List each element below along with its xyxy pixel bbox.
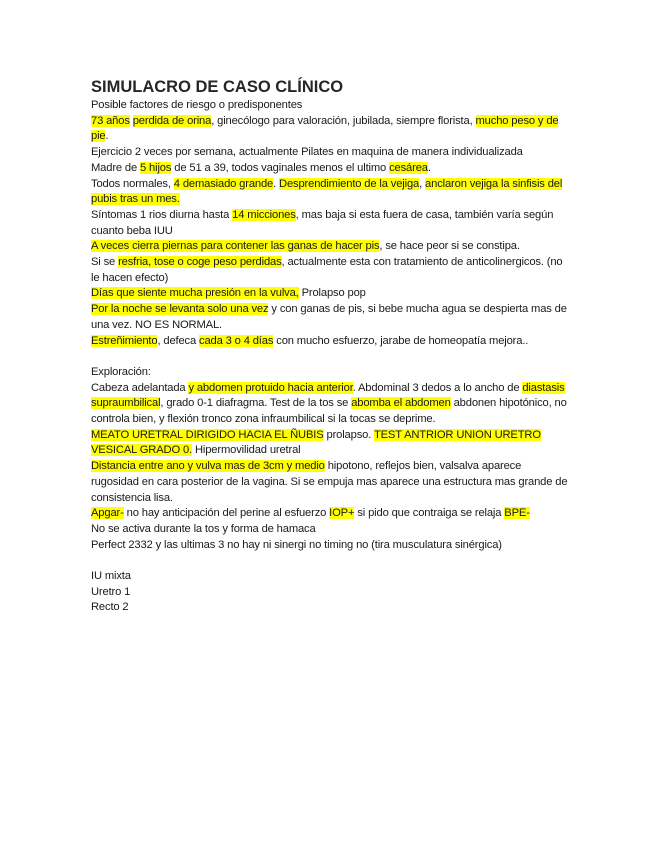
highlighted-text: perdida de orina <box>132 114 212 127</box>
highlighted-text: TEST ANTRIOR UNION URETRO VESICAL GRADO 0. <box>91 428 541 457</box>
highlighted-text: Distancia entre ano y vulva mas de 3cm y medio <box>91 460 325 473</box>
paragraph <box>91 255 571 286</box>
text-segment: Recto 2 <box>91 601 129 614</box>
text-segment: Si se <box>91 256 119 269</box>
text-segment: Uretro 1 <box>91 585 131 598</box>
document-title: SIMULACRO DE CASO CLÍNICO <box>91 78 344 96</box>
highlighted-text: 5 hijos <box>140 161 172 174</box>
paragraph <box>91 569 571 585</box>
text-segment: Perfect 2332 y las ultimas 3 no hay ni sinergi no timing no (tira musculatura sinérgica) <box>91 538 502 551</box>
text-segment: de 51 a 39, todos vaginales menos el ultimo <box>171 161 390 174</box>
blank-line <box>91 553 571 569</box>
paragraph <box>91 538 571 554</box>
text-segment: , ginecólogo para valoración, jubilada, siempre florista, <box>211 114 476 127</box>
text-segment: no hay anticipación del perine al esfuerzo <box>123 507 330 520</box>
text-segment: si pido que contraiga se relaja <box>354 507 505 520</box>
text-segment: hipotono, reflejos bien, valsalva aparece rugosidad en cara posterior de la vagina. Si se empuja mas aparece una estructura mas grande de consistencia lisa. <box>91 460 568 504</box>
text-segment: Síntomas 1 rios diurna hasta <box>91 208 233 221</box>
paragraph <box>91 98 571 114</box>
text-segment: Prolapso pop <box>298 287 366 300</box>
text-segment: y con ganas de pis, si bebe mucha agua se despierta mas de una vez. NO ES NORMAL. <box>91 303 567 331</box>
paragraph <box>91 239 571 255</box>
highlighted-text: Días que siente mucha presión en la vulva, <box>91 287 299 300</box>
text-segment: con mucho esfuerzo, jarabe de homeopatía mejora.. <box>273 334 529 347</box>
paragraph <box>91 459 571 506</box>
text-segment: IU mixta <box>91 570 131 583</box>
text-segment: , grado 0-1 diafragma. Test de la tos se <box>160 397 352 410</box>
highlighted-text: 73 años <box>91 114 130 127</box>
paragraph <box>91 145 571 161</box>
text-segment: prolapso. <box>323 428 374 441</box>
paragraph <box>91 161 571 177</box>
text-segment: Ejercicio 2 veces por semana, actualmente Pilates en maquina de manera individualizada <box>91 146 523 159</box>
paragraph <box>91 114 571 145</box>
highlighted-text: resfria, tose o coge peso perdidas <box>118 256 282 269</box>
paragraph <box>91 506 571 522</box>
paragraph <box>91 286 571 302</box>
highlighted-text: cada 3 o 4 días <box>199 334 274 347</box>
text-segment: Exploración: <box>91 365 151 378</box>
highlighted-text: BPE- <box>504 507 530 520</box>
text-segment: Todos normales, <box>91 177 174 190</box>
highlighted-text: Apgar- <box>91 507 124 520</box>
highlighted-text: 4 demasiado grande <box>173 177 274 190</box>
highlighted-text: Desprendimiento de la vejiga <box>279 177 420 190</box>
paragraph <box>91 585 571 601</box>
text-segment: . <box>273 177 280 190</box>
paragraph-list <box>91 98 571 616</box>
paragraph <box>91 600 571 616</box>
highlighted-text: A veces cierra piernas para contener las ganas de hacer pis <box>91 240 380 253</box>
paragraph <box>91 381 571 428</box>
highlighted-text: Por la noche se levanta solo una vez <box>91 303 269 316</box>
paragraph <box>91 208 571 239</box>
text-segment: Cabeza adelantada <box>91 381 189 394</box>
highlighted-text: 14 micciones <box>232 208 296 221</box>
highlighted-text: MEATO URETRAL DIRIGIDO HACIA EL ÑUBIS <box>91 428 324 441</box>
text-segment: , defeca <box>157 334 200 347</box>
text-segment: , se hace peor si se constipa. <box>379 240 520 253</box>
text-segment: Hipermovilidad uretral <box>192 444 301 457</box>
paragraph <box>91 365 571 381</box>
highlighted-text: diastasis supraumbilical <box>91 381 565 410</box>
text-segment: . <box>427 161 431 174</box>
text-segment: abdonen hipotónico, no controla bien, y flexión tronco zona infraumbilical si la tocas se deprime. <box>91 397 567 426</box>
text-segment: , <box>419 177 426 190</box>
highlighted-text: Estreñimiento <box>91 334 158 347</box>
document-body <box>91 77 571 616</box>
paragraph <box>91 334 571 350</box>
highlighted-text: anclaron vejiga la sinfisis del pubis tras un mes. <box>91 177 563 206</box>
highlighted-text: mucho peso y de pie <box>91 114 559 143</box>
text-segment: , mas baja si esta fuera de casa, también varía según cuanto beba IUU <box>91 208 554 237</box>
blank-line <box>91 349 571 365</box>
text-segment: . Abdominal 3 dedos a lo ancho de <box>352 381 523 394</box>
paragraph <box>91 428 571 459</box>
highlighted-text: y abdomen protuido hacia anterior <box>188 381 353 394</box>
text-segment: Madre de <box>91 161 141 174</box>
text-segment: No se activa durante la tos y forma de hamaca <box>91 522 316 535</box>
text-segment: , actualmente esta con tratamiento de anticolinergicos. (no le hacen efecto) <box>91 256 563 284</box>
text-segment: . <box>105 130 109 143</box>
highlighted-text: abomba el abdomen <box>351 397 451 410</box>
paragraph <box>91 302 571 333</box>
text-segment: Posible factores de riesgo o predisponentes <box>91 99 303 111</box>
paragraph <box>91 522 571 538</box>
highlighted-text: cesárea <box>389 161 428 174</box>
paragraph <box>91 177 571 208</box>
highlighted-text: IOP+ <box>329 507 355 520</box>
